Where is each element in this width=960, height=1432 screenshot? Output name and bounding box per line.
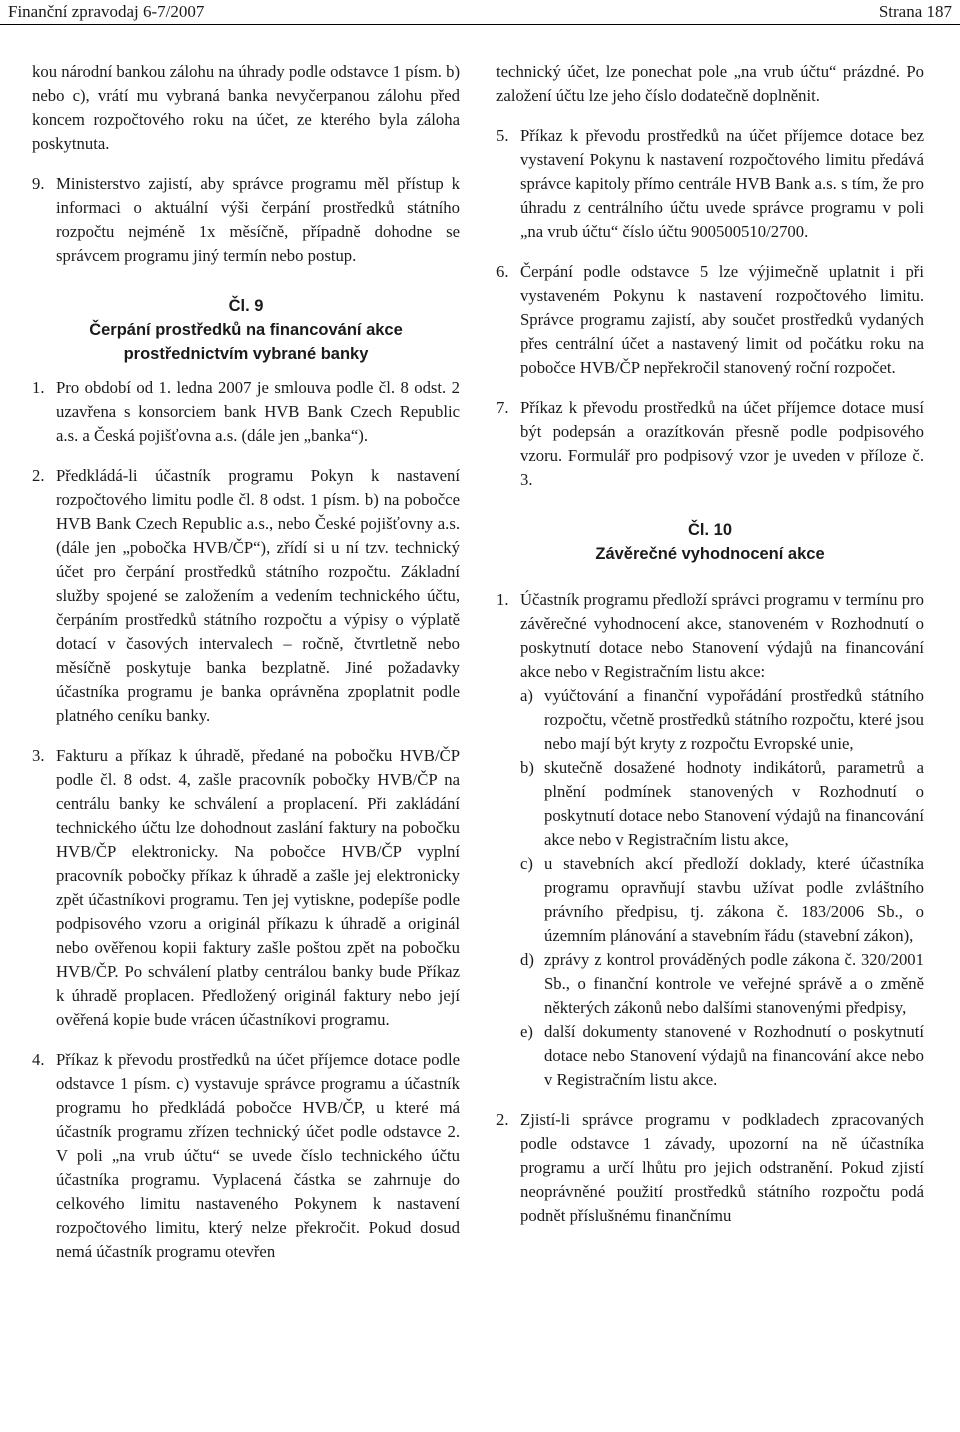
paragraph-text: Příkaz k převodu prostředků na účet příjemce dotace bez vystavení Pokynu k nastavení rozpočtového limitu předává správce kapitoly přímo centrále HVB Bank a.s. s tím, že pro úhradu z centrálního účtu uvede správce programu v poli „na vrub účtu“ číslo účtu 900500510/2700. — [520, 126, 924, 241]
paragraph-text: Účastník programu předloží správci programu v termínu pro závěrečné vyhodnocení akce, stanoveném v Rozhodnutí o poskytnutí dotace nebo Stanovení výdajů na financování akce nebo v Registračním listu akce: — [520, 590, 924, 681]
sub-item-e — [496, 1020, 924, 1092]
paragraph-number: 9. — [32, 174, 45, 193]
paragraph-text: Příkaz k převodu prostředků na účet příjemce dotace musí být podepsán a orazítkován přesně podle podpisového vzoru. Formulář pro podpisový vzor je uveden v příloze č. 3. — [520, 398, 924, 489]
paragraph-text: Fakturu a příkaz k úhradě, předané na pobočku HVB/ČP podle čl. 8 odst. 4, zašle pracovník pobočky HVB/ČP na centrálu banky ke schválení a proplacení. Při zakládání technického účtu lze dohodnout zaslání faktury na pobočku HVB/ČP elektronicky. Na pobočce HVB/ČP vyplní pracovník pobočky příkaz k úhradě a zašle jej elektronicky zpět účastníkovi programu. Ten jej vytiskne, podepíše podle podpisového vzoru a originál příkazu k úhradě a originál nebo ověřenou kopii faktury zašle poštou zpět na pobočku HVB/ČP. Po schválení platby centrálou banky bude Příkaz k úhradě proplacen. Předložený originál faktury nebo její ověřená kopie bude vrácen účastníkovi programu. — [56, 746, 460, 1029]
sub-item-text: u stavebních akcí předloží doklady, které účastníka programu opravňují stavbu užívat podle zvláštního právního předpisu, tj. zákona č. 183/2006 Sb., o územním plánování a stavebním řádu (stavební zákon), — [544, 854, 924, 945]
paragraph-2 — [32, 464, 460, 728]
left-column — [32, 60, 460, 1264]
paragraph-number: 1. — [496, 590, 509, 609]
paragraph-number: 1. — [32, 378, 45, 397]
paragraph-number: 7. — [496, 398, 509, 417]
paragraph-text: Pro období od 1. ledna 2007 je smlouva podle čl. 8 odst. 2 uzavřena s konsorciem bank HVB Bank Czech Republic a.s. a Česká pojišťovna a.s. (dále jen „banka“). — [56, 378, 460, 445]
sub-item-b — [496, 756, 924, 852]
right-column — [496, 60, 924, 1228]
paragraph-number: 2. — [32, 466, 45, 485]
paragraph-3 — [32, 744, 460, 1032]
sub-item-label: d) — [520, 950, 534, 969]
paragraph-2-right — [496, 1108, 924, 1228]
article-10-subtitle: Závěrečné vyhodnocení akce — [595, 545, 825, 563]
sub-item-a — [496, 684, 924, 756]
continued-paragraph: kou národní bankou zálohu na úhrady podle odstavce 1 písm. b) nebo c), vrátí mu vybraná banka nevyčerpanou zálohu před koncem rozpočtového roku na účet, ze kterého byla záloha poskytnuta. — [32, 62, 460, 153]
paragraph-text: Zjistí-li správce programu v podkladech zpracovaných podle odstavce 1 závady, upozorní na ně účastníka programu a určí lhůtu pro jejich odstranění. Pokud zjistí neoprávněné použití prostředků státního rozpočtu podá podnět příslušnému finančnímu — [520, 1110, 924, 1225]
paragraph-text: Předkládá-li účastník programu Pokyn k nastavení rozpočtového limitu podle čl. 8 odst. 1 písm. b) na pobočce HVB Bank Czech Republic a.s., nebo České pojišťovny a.s. (dále jen „pobočka HVB/ČP“), zřídí si u ní tzv. technický účet pro čerpání prostředků státního rozpočtu. Základní služby spojené se založením a vedením technického účtu, čerpáním prostředků státního rozpočtu a výpisy o výplatě dotací v časových intervalech – ročně, čtvrtletně nebo měsíčně poskytuje banka bezplatně. Jiné požadavky účastníka programu je banka oprávněna zpoplatnit podle platného ceníku banky. — [56, 466, 460, 725]
paragraph-text: Ministerstvo zajistí, aby správce programu měl přístup k informaci o aktuální výši čerpání prostředků státního rozpočtu nejméně 1x měsíčně, případně dohodne se správcem programu jiný termín nebo postup. — [56, 174, 460, 265]
sub-item-text: další dokumenty stanovené v Rozhodnutí o poskytnutí dotace nebo Stanovení výdajů na financování akce nebo v Registračním listu akce. — [544, 1022, 924, 1089]
paragraph-4 — [32, 1048, 460, 1264]
article-9-title: Čl. 9 — [228, 297, 264, 315]
sub-item-d — [496, 948, 924, 1020]
paragraph-5 — [496, 124, 924, 244]
sub-item-label: e) — [520, 1022, 533, 1041]
paragraph-7 — [496, 396, 924, 492]
paragraph-number: 3. — [32, 746, 45, 765]
paragraph-text: Čerpání podle odstavce 5 lze výjimečně uplatnit i při vystaveném Pokynu k nastavení rozpočtového limitu. Správce programu zajistí, aby součet prostředků vydaných přes centrální účet a nastavený limit od počátku roku na pobočce HVB/ČP nepřekročil stanovený roční rozpočet. — [520, 262, 924, 377]
page-header — [0, 0, 960, 30]
publication-title: Finanční zpravodaj 6-7/2007 — [8, 2, 205, 21]
paragraph-number: 4. — [32, 1050, 45, 1069]
page-number: Strana 187 — [878, 2, 952, 21]
sub-item-text: zprávy z kontrol prováděných podle zákona č. 320/2001 Sb., o finanční kontrole ve veřejné správě a o změně některých zákonů nebo dalšími stanovenými předpisy, — [544, 950, 924, 1017]
sub-item-text: skutečně dosažené hodnoty indikátorů, parametrů a plnění podmínek stanovených v Rozhodnutí o poskytnutí dotace nebo Stanovení výdajů na financování akce nebo v Registračním listu akce, — [544, 758, 924, 849]
paragraph-text: Příkaz k převodu prostředků na účet příjemce dotace podle odstavce 1 písm. c) vystavuje správce programu a účastník programu ho předkládá pobočce HVB/ČP, u které má účastník programu zřízen technický účet podle odstavce 2. V poli „na vrub účtu“ se uvede číslo technického účtu účastníka programu. Vyplacená částka se zahrnuje do celkového limitu nastaveného Pokynem k nastavení rozpočtového limitu, který nelze překročit. Pokud dosud nemá účastník programu otevřen — [56, 1050, 460, 1261]
paragraph-1-intro — [496, 588, 924, 684]
paragraph-number: 2. — [496, 1110, 509, 1129]
sub-item-label: b) — [520, 758, 534, 777]
sub-item-label: c) — [520, 854, 533, 873]
paragraph-1 — [32, 376, 460, 448]
paragraph-6 — [496, 260, 924, 380]
header-rule — [0, 24, 960, 25]
paragraph-9 — [32, 172, 460, 268]
paragraph-number: 6. — [496, 262, 509, 281]
sub-item-text: vyúčtování a finanční vypořádání prostředků státního rozpočtu, včetně prostředků státního rozpočtu, které jsou nebo mají být kryty z rozpočtu Evropské unie, — [544, 686, 924, 753]
sub-item-label: a) — [520, 686, 533, 705]
sub-item-c — [496, 852, 924, 948]
article-10-title: Čl. 10 — [687, 521, 733, 539]
article-9-subtitle: Čerpání prostředků na financování akce prostřednictvím vybrané banky — [89, 321, 403, 363]
continued-paragraph: technický účet, lze ponechat pole „na vrub účtu“ prázdné. Po založení účtu lze jeho číslo dodatečně doplněnit. — [496, 62, 924, 105]
paragraph-number: 5. — [496, 126, 509, 145]
